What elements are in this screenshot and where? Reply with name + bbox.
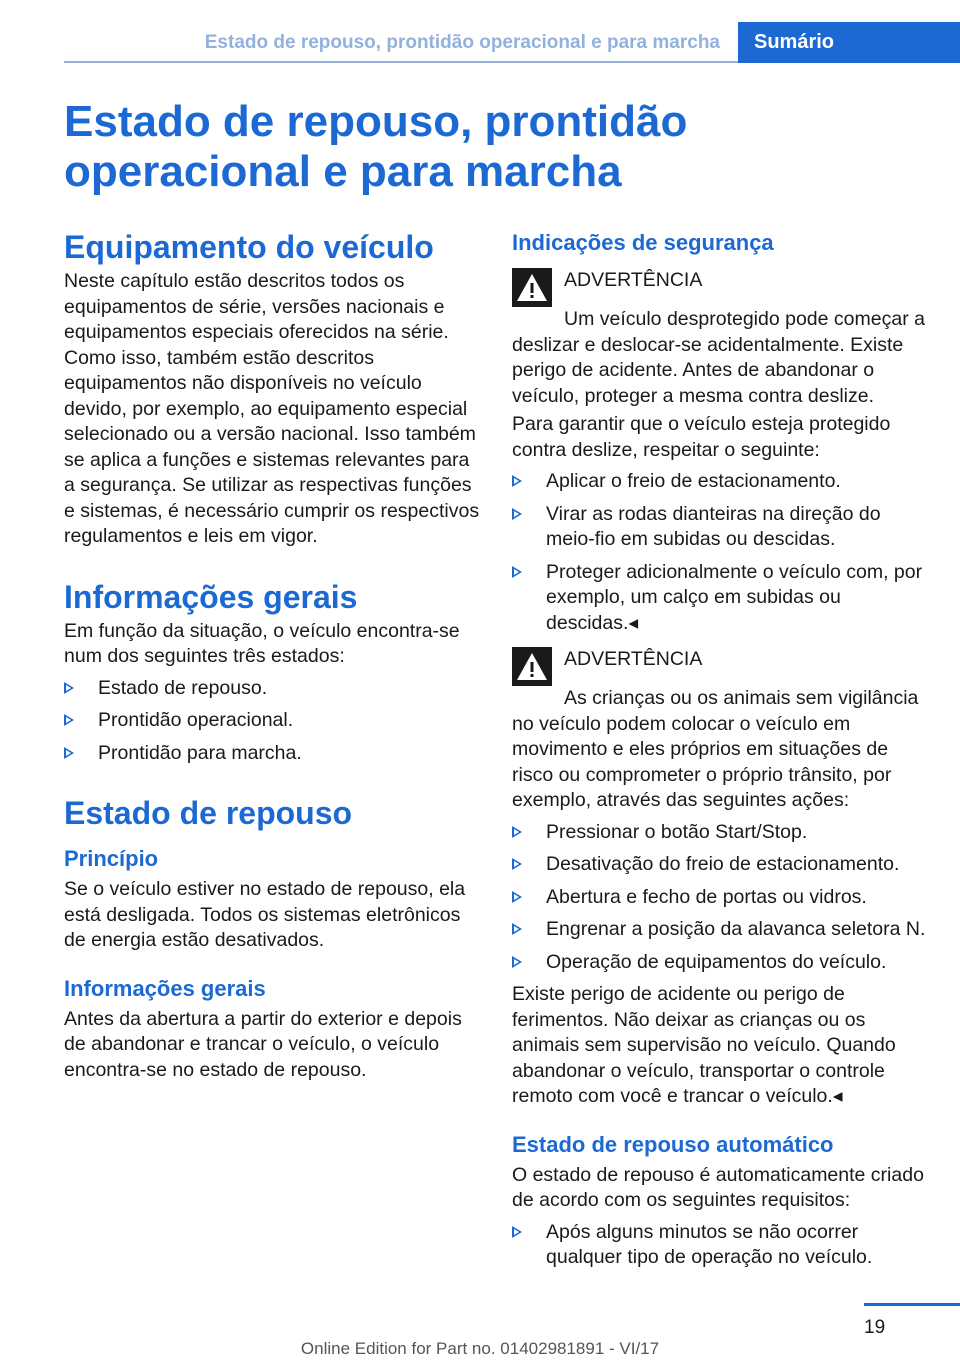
list-item (512, 502, 932, 553)
list-item-text: Após alguns minutos se não ocorrer qualquer tipo de operação no veículo. (546, 1220, 873, 1268)
list-item-text: Abertura e fecho de portas ou vidros. (546, 885, 867, 908)
list-item (512, 469, 932, 495)
page-number: 19 (864, 1317, 886, 1338)
paragraph-perigo: Existe perigo de acidente ou perigo de ferimentos. Não deixar as crianças ou os animais sem supervisão no veículo. Quando abandonar o veículo, transportar o controle remoto com você e trancar o veículo.◂ (512, 983, 896, 1107)
warning-header (512, 264, 932, 307)
list-item-text: Prontidão para marcha. (98, 741, 302, 764)
list-item (512, 560, 932, 637)
list-item-text: Operação de equipamentos do veículo. (546, 950, 887, 973)
warning-text: Um veículo desprotegido pode começar a deslizar e deslocar-se acidentalmente. Existe perigo de acidente. Antes de abandonar o veículo, proteger a mesma contra deslize. (512, 308, 925, 407)
bullet-triangle-icon (512, 891, 522, 903)
list-item (64, 708, 482, 734)
paragraph-repouso-automatico: O estado de repouso é automaticamente criado de acordo com os seguintes requisitos: (512, 1163, 924, 1211)
heading-estado-repouso-automatico: Estado de repouso automático (512, 1131, 834, 1157)
list-item-text: Pressionar o botão Start/Stop. (546, 820, 808, 843)
bullet-triangle-icon (512, 826, 522, 838)
warning-label: ADVERTÊNCIA (564, 269, 703, 291)
warning-icon (512, 647, 552, 686)
paragraph-principio: Se o veículo estiver no estado de repouso, ela está desligada. Todos os sistemas eletrônicos de energia estão desativados. (64, 878, 466, 951)
list-item-text: Virar as rodas dianteiras na direção do meio-fio em subidas ou descidas. (546, 502, 881, 550)
paragraph-garantir: Para garantir que o veículo esteja protegido contra deslize, respeitar o seguinte: (512, 413, 891, 461)
warning-block-2 (512, 643, 932, 814)
list-item (64, 741, 482, 767)
paragraph-equipamento: Neste capítulo estão descritos todos os equipamentos de série, versões nacionais e equipamentos especiais oferecidos na série. Como isso, também estão descritos equipamentos não disponíveis no veículo devido, por exemplo, ao equipamento especial selecionado ou a versão nacional. Isso também se aplica a funções e sistemas relevantes para a segurança. Se utilizar as respectivas funções e sistemas, é necessário cumprir os respectivos regulamentos e leis em vigor. (64, 270, 480, 547)
list-item (512, 1220, 932, 1271)
list-item (512, 917, 932, 943)
page-title: Estado de repouso, prontidão operacional e para marcha (64, 97, 688, 196)
left-column (64, 228, 482, 1083)
bullet-triangle-icon (512, 956, 522, 968)
bullet-triangle-icon (512, 923, 522, 935)
paragraph-informacoes-gerais-2: Antes da abertura a partir do exterior e depois de abandonar e trancar o veículo, o veículo encontra-se no estado de repouso. (64, 1007, 462, 1081)
heading-informacoes-gerais-2: Informações gerais (64, 975, 266, 1001)
warning-icon (512, 268, 552, 307)
list-item (512, 852, 932, 878)
bullet-triangle-icon (64, 682, 74, 694)
heading-indicacoes-seguranca: Indicações de segurança (512, 230, 774, 255)
right-column (512, 228, 932, 1278)
footer-rule (864, 1303, 960, 1306)
list-item-text: Estado de repouso. (98, 676, 268, 699)
running-header-title: Estado de repouso, prontidão operacional e para marcha (204, 32, 720, 53)
list-item-text: Desativação do freio de estacionamento. (546, 853, 900, 875)
heading-equipamento: Equipamento do veículo (64, 229, 434, 265)
warning-block-1 (512, 264, 932, 409)
bullet-triangle-icon (512, 858, 522, 870)
paragraph-informacoes-gerais: Em função da situação, o veículo encontra-se num dos seguintes três estados: (64, 619, 460, 667)
warning-text: As crianças ou os animais sem vigilância no veículo podem colocar o veículo em movimento e eles próprios em situações de risco ou comprometer o próprio trânsito, por exemplo, através das seguintes ações: (512, 687, 919, 811)
list-item (512, 885, 932, 911)
bullet-triangle-icon (512, 1226, 522, 1238)
list-item (512, 950, 932, 976)
states-list (64, 676, 482, 767)
list-item-text: Aplicar o freio de estacionamento. (546, 470, 841, 492)
bullet-triangle-icon (512, 508, 522, 520)
list-item (512, 820, 932, 846)
warning-header (512, 643, 932, 686)
bullet-triangle-icon (512, 566, 522, 578)
heading-principio: Princípio (64, 846, 159, 871)
warning-label: ADVERTÊNCIA (564, 648, 703, 670)
bullet-triangle-icon (512, 475, 522, 487)
list-item-text: Prontidão operacional. (98, 709, 294, 731)
header-rule (64, 61, 738, 63)
auto-requirements-list (512, 1220, 932, 1271)
list-item (64, 676, 482, 702)
edition-footer: Online Edition for Part no. 01402981891 - VI/17 (300, 1339, 660, 1358)
precautions-list (512, 469, 932, 636)
heading-informacoes-gerais: Informações gerais (64, 578, 358, 615)
bullet-triangle-icon (64, 747, 74, 759)
heading-estado-repouso: Estado de repouso (64, 795, 353, 831)
bullet-triangle-icon (64, 714, 74, 726)
risk-actions-list (512, 820, 932, 976)
list-item-text: Engrenar a posição da alavanca seletora N. (546, 918, 926, 940)
summary-tab[interactable]: Sumário (738, 22, 960, 63)
list-item-text: Proteger adicionalmente o veículo com, por exemplo, um calço em subidas ou descidas.◂ (546, 560, 923, 634)
